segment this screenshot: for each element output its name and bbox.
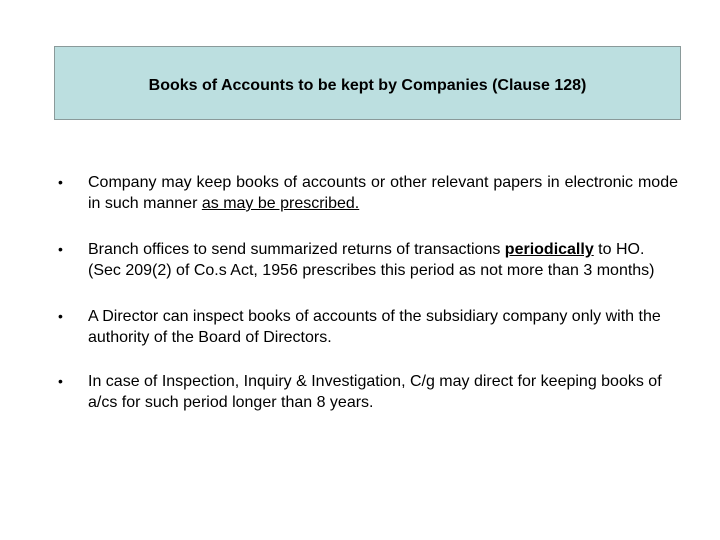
- bullet-text: A Director can inspect books of accounts of the subsidiary company only with the authority of the Board of Directors.: [88, 308, 661, 346]
- bullet-text: [88, 239, 678, 281]
- slide-title: Books of Accounts to be kept by Companies (Clause 128): [148, 77, 587, 94]
- bullet-text-part: Branch offices to send summarized returns of transactions: [88, 241, 505, 258]
- bullet-icon: •: [58, 373, 63, 389]
- bullet-text: In case of Inspection, Inquiry & Investigation, C/g may direct for keeping books of a/cs for such period longer than 8 years.: [88, 373, 662, 411]
- bullet-icon: •: [58, 308, 63, 324]
- bullet-underlined-phrase: periodically: [504, 241, 594, 258]
- title-box: [54, 46, 681, 120]
- bullet-underlined-phrase: as may be prescribed.: [201, 195, 360, 212]
- bullet-item-inspection-period: [58, 371, 678, 413]
- bullet-item-electronic-mode: [58, 172, 678, 214]
- bullet-list: [58, 172, 678, 413]
- bullet-icon: •: [58, 174, 63, 190]
- bullet-icon: •: [58, 241, 63, 257]
- bullet-text-part: Company may keep books of accounts or other relevant papers in electronic mode in such manner: [88, 174, 678, 212]
- bullet-item-branch-returns: [58, 239, 678, 281]
- bullet-text-part: to HO. (Sec 209(2) of Co.s Act, 1956 prescribes this period as not more than 3 months): [88, 241, 655, 279]
- bullet-item-director-inspection: [58, 306, 678, 348]
- bullet-text: [88, 172, 678, 214]
